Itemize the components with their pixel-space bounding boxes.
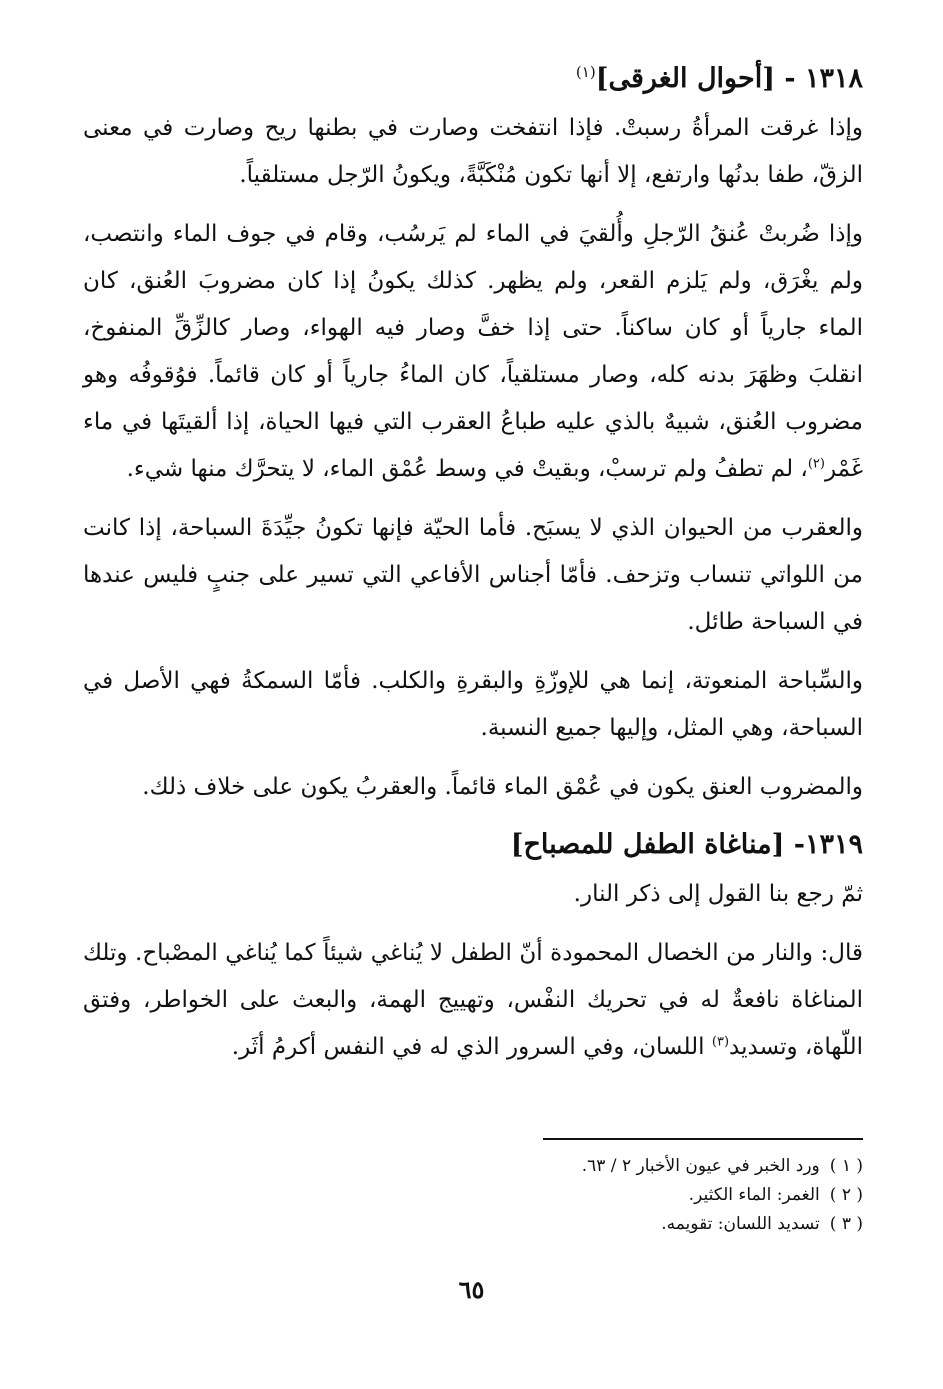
paragraph-swimming: والسِّباحة المنعوتة، إنما هي للإوزّةِ والبقرةِ والكلب. فأمّا السمكةُ فهي الأصل في السباحة، وهي المثل، وإليها جميع النسبة.	[83, 668, 863, 741]
paragraph-return-to-fire: ثمّ رجع بنا القول إلى ذكر النار.	[573, 881, 863, 907]
footnotes	[303, 1152, 863, 1239]
paragraph-text: قال: والنار من الخصال المحمودة أنّ الطفل لا يُناغي شيئاً كما يُناغي المصْباح. وتلك المناغاة نافعةٌ له في تحريك النفْس، وتهييج الهمة، والبعث على الخواطر، وفتق اللّهاة، وتسديد	[83, 940, 863, 1060]
paragraph-scorpion-snake: والعقرب من الحيوان الذي لا يسبَح. فأما الحيّة فإنها تكونُ جيِّدَةَ السباحة، إذا كانت من اللواتي تنساب وتزحف. فأمّا أجناس الأفاعي التي تسير على جنبٍ فليس عندها في السباحة طائل.	[83, 515, 863, 635]
paragraph-text: وإذا ضُربتْ عُنقُ الرّجلِ وأُلقيَ في الماء لم يَرسُب، وقام في جوف الماء وانتصب، ولم يغْرَق، ولم يَلزم القعر، ولم يظهر. كذلك يكونُ إذا كان مضروبَ العُنق، كان الماء جارياً أو كان ساكناً. حتى إذا خفَّ وصار فيه الهواء، وصار كالزِّقِّ المنفوخ، انقلبَ وظهَرَ بدنه كله، وصار مستلقياً، كان الماءُ جارياً أو كان قائماً. فوُقوفُه وهو مضروب العُنق، شبيهٌ بالذي عليه طباعُ العقرب التي فيها الحياة، إذا ألقيتَها في ماء غَمْر	[83, 221, 863, 482]
footnote-number: ( ١ )	[829, 1156, 863, 1176]
paragraph-drowned-woman: وإذا غرقت المرأةُ رسبتْ. فإذا انتفخت وصارت في بطنها ريح وصارت في معنى الزقّ، طفا بدنُها وارتفع، إلا أنها تكون مُنْكَبَّةً، ويكونُ الرّجل مستلقياً.	[83, 115, 863, 188]
section-heading-1318	[83, 52, 863, 99]
footnote-number: ( ٢ )	[829, 1185, 863, 1205]
paragraph-beheaded-man	[83, 211, 863, 493]
footnote-divider	[543, 1138, 863, 1140]
footnote-ref-2: (٢)	[807, 456, 825, 472]
footnote-3	[303, 1210, 863, 1239]
heading-text: ١٣١٨ - [أحوال الغرقى]	[595, 63, 863, 94]
footnote-ref-1: (١)	[575, 63, 596, 81]
footnote-2	[303, 1181, 863, 1210]
paragraph-text-cont: ، لم تطفُ ولم ترسبْ، وبقيتْ في وسط عُمْق الماء، لا يتحرَّك منها شيء.	[126, 456, 808, 482]
paragraph-child-lamp	[83, 930, 863, 1071]
page-number: ٦٥	[458, 1275, 485, 1304]
footnote-1	[303, 1152, 863, 1181]
footnote-text: ورد الخبر في عيون الأخبار ٢ / ٦٣.	[581, 1156, 820, 1176]
footnote-number: ( ٣ )	[829, 1214, 863, 1234]
footnote-ref-3: (٣)	[711, 1034, 730, 1050]
main-text	[83, 52, 863, 1083]
section-heading-1319: ١٣١٩- [مناغاة الطفل للمصباح]	[510, 829, 863, 860]
paragraph-text-cont: اللسان، وفي السرور الذي له في النفس أكرمُ أثَر.	[231, 1034, 712, 1060]
paragraph-beheaded-standing: والمضروب العنق يكون في عُمْق الماء قائماً. والعقربُ يكون على خلاف ذلك.	[142, 774, 863, 800]
footnote-text: الغمر: الماء الكثير.	[688, 1185, 820, 1205]
footnote-text: تسديد اللسان: تقويمه.	[661, 1214, 820, 1234]
